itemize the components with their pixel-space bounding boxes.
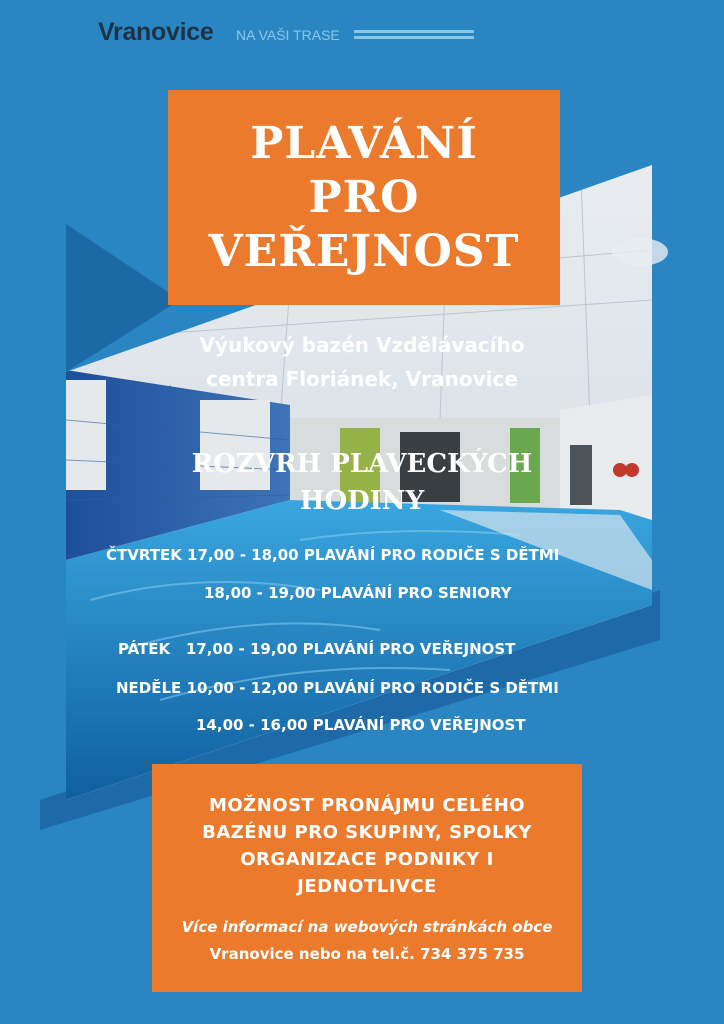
schedule-row: 18,00 - 19,00 PLAVÁNÍ PRO SENIORY [204, 584, 512, 602]
schedule-row: NEDĚLE 10,00 - 12,00 PLAVÁNÍ PRO RODIČE S DĚTMI [116, 679, 559, 697]
rental-title-line: MOŽNOST PRONÁJMU CELÉHO [208, 795, 526, 816]
contact-info [152, 914, 582, 968]
page-title-line: PRO [308, 171, 420, 223]
tagline-divider [354, 36, 474, 39]
schedule-heading [120, 446, 604, 520]
schedule-heading-line: HODINY [299, 486, 425, 516]
rental-title-line: BAZÉNU PRO SKUPINY, SPOLKY [202, 822, 532, 843]
schedule-row: PÁTEK 17,00 - 19,00 PLAVÁNÍ PRO VEŘEJNOST [118, 640, 516, 658]
schedule-row: ČTVRTEK 17,00 - 18,00 PLAVÁNÍ PRO RODIČE S DĚTMI [106, 546, 560, 564]
schedule-heading-line: ROZVRH PLAVECKÝCH [191, 449, 533, 479]
venue-name [100, 328, 624, 396]
rental-box [152, 764, 582, 992]
rental-title-line: JEDNOTLIVCE [297, 876, 437, 897]
contact-line: Více informací na webových stránkách obce [181, 918, 553, 936]
page-title-line: PLAVÁNÍ [250, 117, 478, 169]
brand-tagline: NA VAŠI TRASE [236, 27, 340, 43]
schedule-row: 14,00 - 16,00 PLAVÁNÍ PRO VEŘEJNOST [196, 716, 526, 734]
rental-title-line: ORGANIZACE PODNIKY I [240, 849, 494, 870]
venue-line: Výukový bazén Vzdělávacího [199, 333, 525, 357]
page-title-line: VEŘEJNOST [208, 225, 520, 277]
tagline-divider [354, 30, 474, 33]
rental-title [152, 792, 582, 900]
venue-line: centra Floriánek, Vranovice [206, 367, 518, 391]
title-box [168, 90, 560, 305]
brand-logo: Vranovice [98, 18, 214, 46]
contact-line: Vranovice nebo na tel.č. 734 375 735 [209, 945, 525, 963]
